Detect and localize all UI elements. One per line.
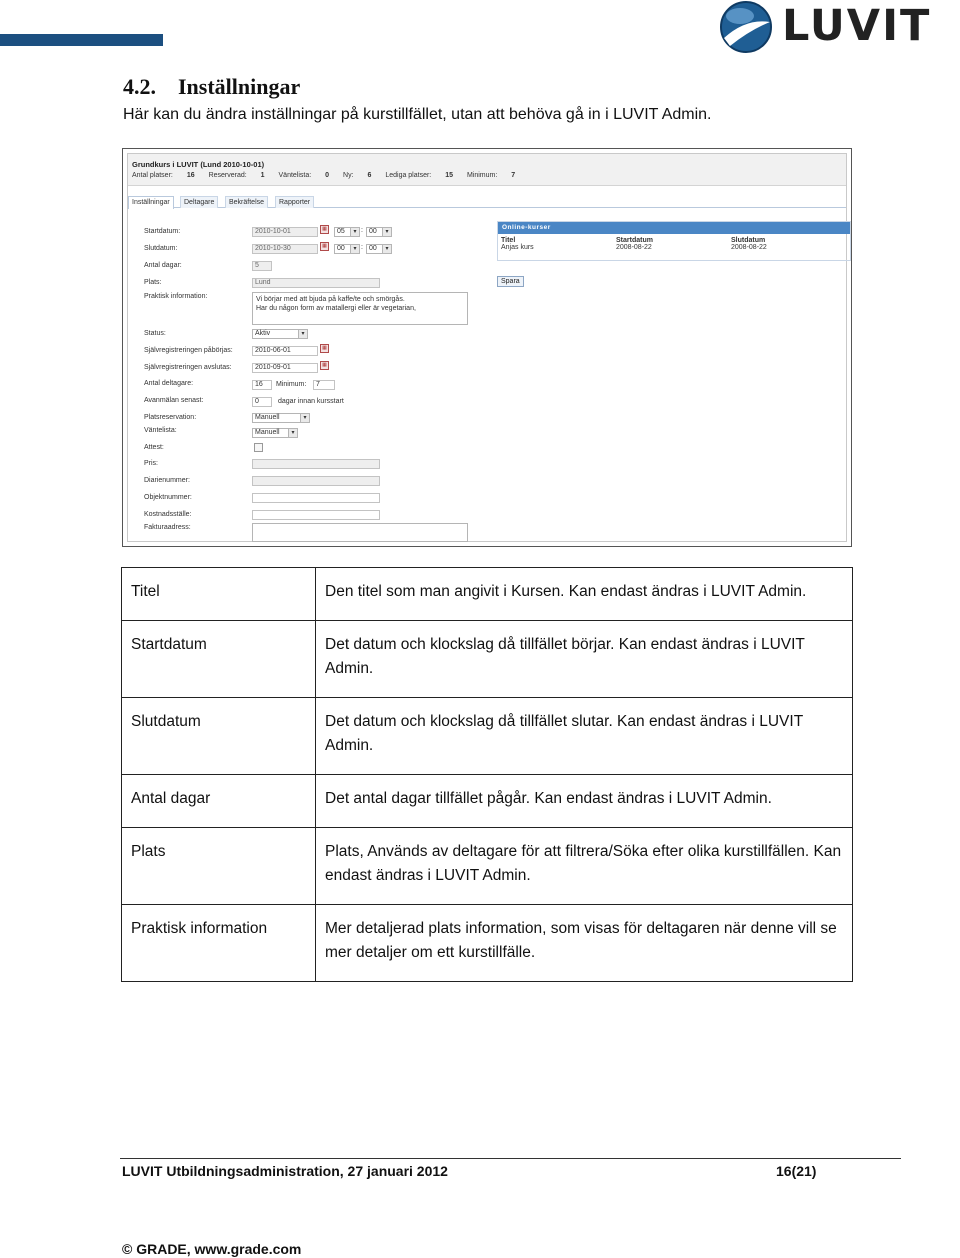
stat-item: Lediga platser: 15 [385, 172, 453, 179]
table-description: Det antal dagar tillfället pågår. Kan endast ändras i LUVIT Admin. [316, 775, 853, 828]
pris-field[interactable] [252, 459, 380, 469]
label-reg-end: Självregistreringen avslutas: [144, 364, 232, 371]
stat-item: Väntelista: 0 [278, 172, 330, 179]
table-term: Titel [122, 568, 316, 621]
tab-installningar[interactable]: Inställningar [128, 196, 174, 209]
calendar-icon[interactable]: ▦ [320, 344, 329, 353]
tab-bar [128, 192, 846, 208]
time-separator: : [361, 244, 363, 251]
table-description: Mer detaljerad plats information, som visas för deltagaren när denne vill se mer detaljer om ett kurstillfälle. [316, 905, 853, 982]
vantelista-select[interactable]: Manuell ▾ [252, 428, 298, 438]
label-attest: Attest: [144, 444, 164, 451]
calendar-icon[interactable]: ▦ [320, 242, 329, 251]
tab-rapporter[interactable]: Rapporter [275, 196, 314, 208]
label-pris: Pris: [144, 460, 158, 467]
label-slutdatum: Slutdatum: [144, 245, 178, 252]
settings-panel [127, 153, 847, 542]
table-row [122, 698, 853, 775]
label-objektnummer: Objektnummer: [144, 494, 192, 501]
chevron-down-icon: ▾ [382, 245, 391, 253]
stat-item: Ny: 6 [343, 172, 372, 179]
label-status: Status: [144, 330, 166, 337]
table-row [122, 621, 853, 698]
reg-end-field[interactable]: 2010-09-01 [252, 363, 318, 373]
footer-page-number: 16(21) [776, 1163, 817, 1179]
table-row [122, 905, 853, 982]
time-separator: : [361, 227, 363, 234]
label-platsreservation: Platsreservation: [144, 414, 197, 421]
label-vantelista: Väntelista: [144, 427, 177, 434]
online-col-startdatum: Startdatum 2008-08-22 [616, 237, 653, 251]
stat-item: Minimum: 7 [466, 172, 516, 179]
antal-dagar-field[interactable]: 5 [252, 261, 272, 271]
status-select[interactable]: Aktiv ▾ [252, 329, 308, 339]
table-term: Slutdatum [122, 698, 316, 775]
online-col-titel: Titel Anjas kurs [501, 237, 534, 251]
luvit-logo [720, 0, 960, 56]
end-minute-select[interactable]: 00 ▾ [366, 244, 392, 254]
tab-deltagare[interactable]: Deltagare [180, 196, 218, 208]
table-row [122, 775, 853, 828]
chevron-down-icon: ▾ [300, 414, 309, 422]
table-row [122, 568, 853, 621]
settings-screenshot [122, 148, 852, 547]
footer-copyright: © GRADE, www.grade.com [122, 1241, 302, 1257]
kostnadsstalle-field[interactable] [252, 510, 380, 520]
stat-item: Reserverad: 1 [208, 172, 265, 179]
minimum-field[interactable]: 7 [313, 380, 335, 390]
online-col-slutdatum: Slutdatum 2008-08-22 [731, 237, 767, 251]
antal-deltagare-field[interactable]: 16 [252, 380, 272, 390]
table-description: Det datum och klockslag då tillfället börjar. Kan endast ändras i LUVIT Admin. [316, 621, 853, 698]
label-antal-dagar: Antal dagar: [144, 262, 182, 269]
tab-bekraftelse[interactable]: Bekräftelse [225, 196, 268, 208]
label-kostnadsstalle: Kostnadsställe: [144, 511, 192, 518]
save-button[interactable]: Spara [497, 276, 524, 287]
chevron-down-icon: ▾ [382, 228, 391, 236]
attest-checkbox[interactable] [254, 443, 263, 452]
table-term: Startdatum [122, 621, 316, 698]
header-accent-bar [0, 34, 163, 46]
chevron-down-icon: ▾ [350, 245, 359, 253]
label-minimum: Minimum: [276, 381, 307, 388]
plats-field[interactable]: Lund [252, 278, 380, 288]
start-hour-select[interactable]: 05 ▾ [334, 227, 360, 237]
stat-item: Antal platser: 16 [132, 172, 195, 179]
end-hour-select[interactable]: 00 ▾ [334, 244, 360, 254]
course-title: Grundkurs i LUVIT (Lund 2010-10-01) [132, 160, 265, 169]
table-description: Plats, Används av deltagare för att filtrera/Söka efter olika kurstillfällen. Kan endast ändras i LUVIT Admin. [316, 828, 853, 905]
label-praktisk: Praktisk information: [144, 293, 208, 300]
label-antal-deltagare: Antal deltagare: [144, 380, 194, 387]
fakturaadress-textarea[interactable] [252, 523, 468, 542]
section-title: Inställningar [178, 74, 301, 99]
reg-start-field[interactable]: 2010-06-01 [252, 346, 318, 356]
chevron-down-icon: ▾ [298, 330, 307, 338]
section-heading [123, 74, 300, 100]
table-term: Praktisk information [122, 905, 316, 982]
label-plats: Plats: [144, 279, 162, 286]
chevron-down-icon: ▾ [288, 429, 297, 437]
label-reg-start: Självregistreringen påbörjas: [144, 347, 233, 354]
diarienummer-field[interactable] [252, 476, 380, 486]
course-header [128, 154, 846, 186]
logo-wordmark: LUVIT [782, 1, 932, 51]
table-term: Antal dagar [122, 775, 316, 828]
footer-divider [120, 1158, 901, 1159]
course-stats [132, 172, 527, 179]
luvit-globe-icon [720, 0, 776, 56]
footer-document-title: LUVIT Utbildningsadministration, 27 januari 2012 [122, 1163, 448, 1179]
table-description: Det datum och klockslag då tillfället slutar. Kan endast ändras i LUVIT Admin. [316, 698, 853, 775]
label-diarienummer: Diarienummer: [144, 477, 190, 484]
label-dagar-innan: dagar innan kursstart [278, 398, 344, 405]
label-avanmalan: Avanmälan senast: [144, 397, 204, 404]
label-fakturaadress: Fakturaadress: [144, 524, 191, 531]
online-courses-header: Online-kurser [498, 222, 850, 234]
calendar-icon[interactable]: ▦ [320, 361, 329, 370]
label-startdatum: Startdatum: [144, 228, 181, 235]
start-minute-select[interactable]: 00 ▾ [366, 227, 392, 237]
calendar-icon[interactable]: ▦ [320, 225, 329, 234]
table-row [122, 828, 853, 905]
table-description: Den titel som man angivit i Kursen. Kan endast ändras i LUVIT Admin. [316, 568, 853, 621]
startdatum-field[interactable]: 2010-10-01 [252, 227, 318, 237]
table-term: Plats [122, 828, 316, 905]
intro-text: Här kan du ändra inställningar på kurstillfället, utan att behöva gå in i LUVIT Admin. [123, 106, 712, 123]
avanmalan-field[interactable]: 0 [252, 397, 272, 407]
objektnummer-field[interactable] [252, 493, 380, 503]
online-courses-box [497, 221, 851, 261]
praktisk-information-textarea[interactable]: Vi börjar med att bjuda på kaffe/te och smörgås. Har du någon form av matallergi eller är vegetarian, [252, 292, 468, 325]
slutdatum-field[interactable]: 2010-10-30 [252, 244, 318, 254]
field-description-table [121, 567, 853, 982]
chevron-down-icon: ▾ [350, 228, 359, 236]
platsreservation-select[interactable]: Manuell ▾ [252, 413, 310, 423]
section-number: 4.2. [123, 74, 156, 99]
